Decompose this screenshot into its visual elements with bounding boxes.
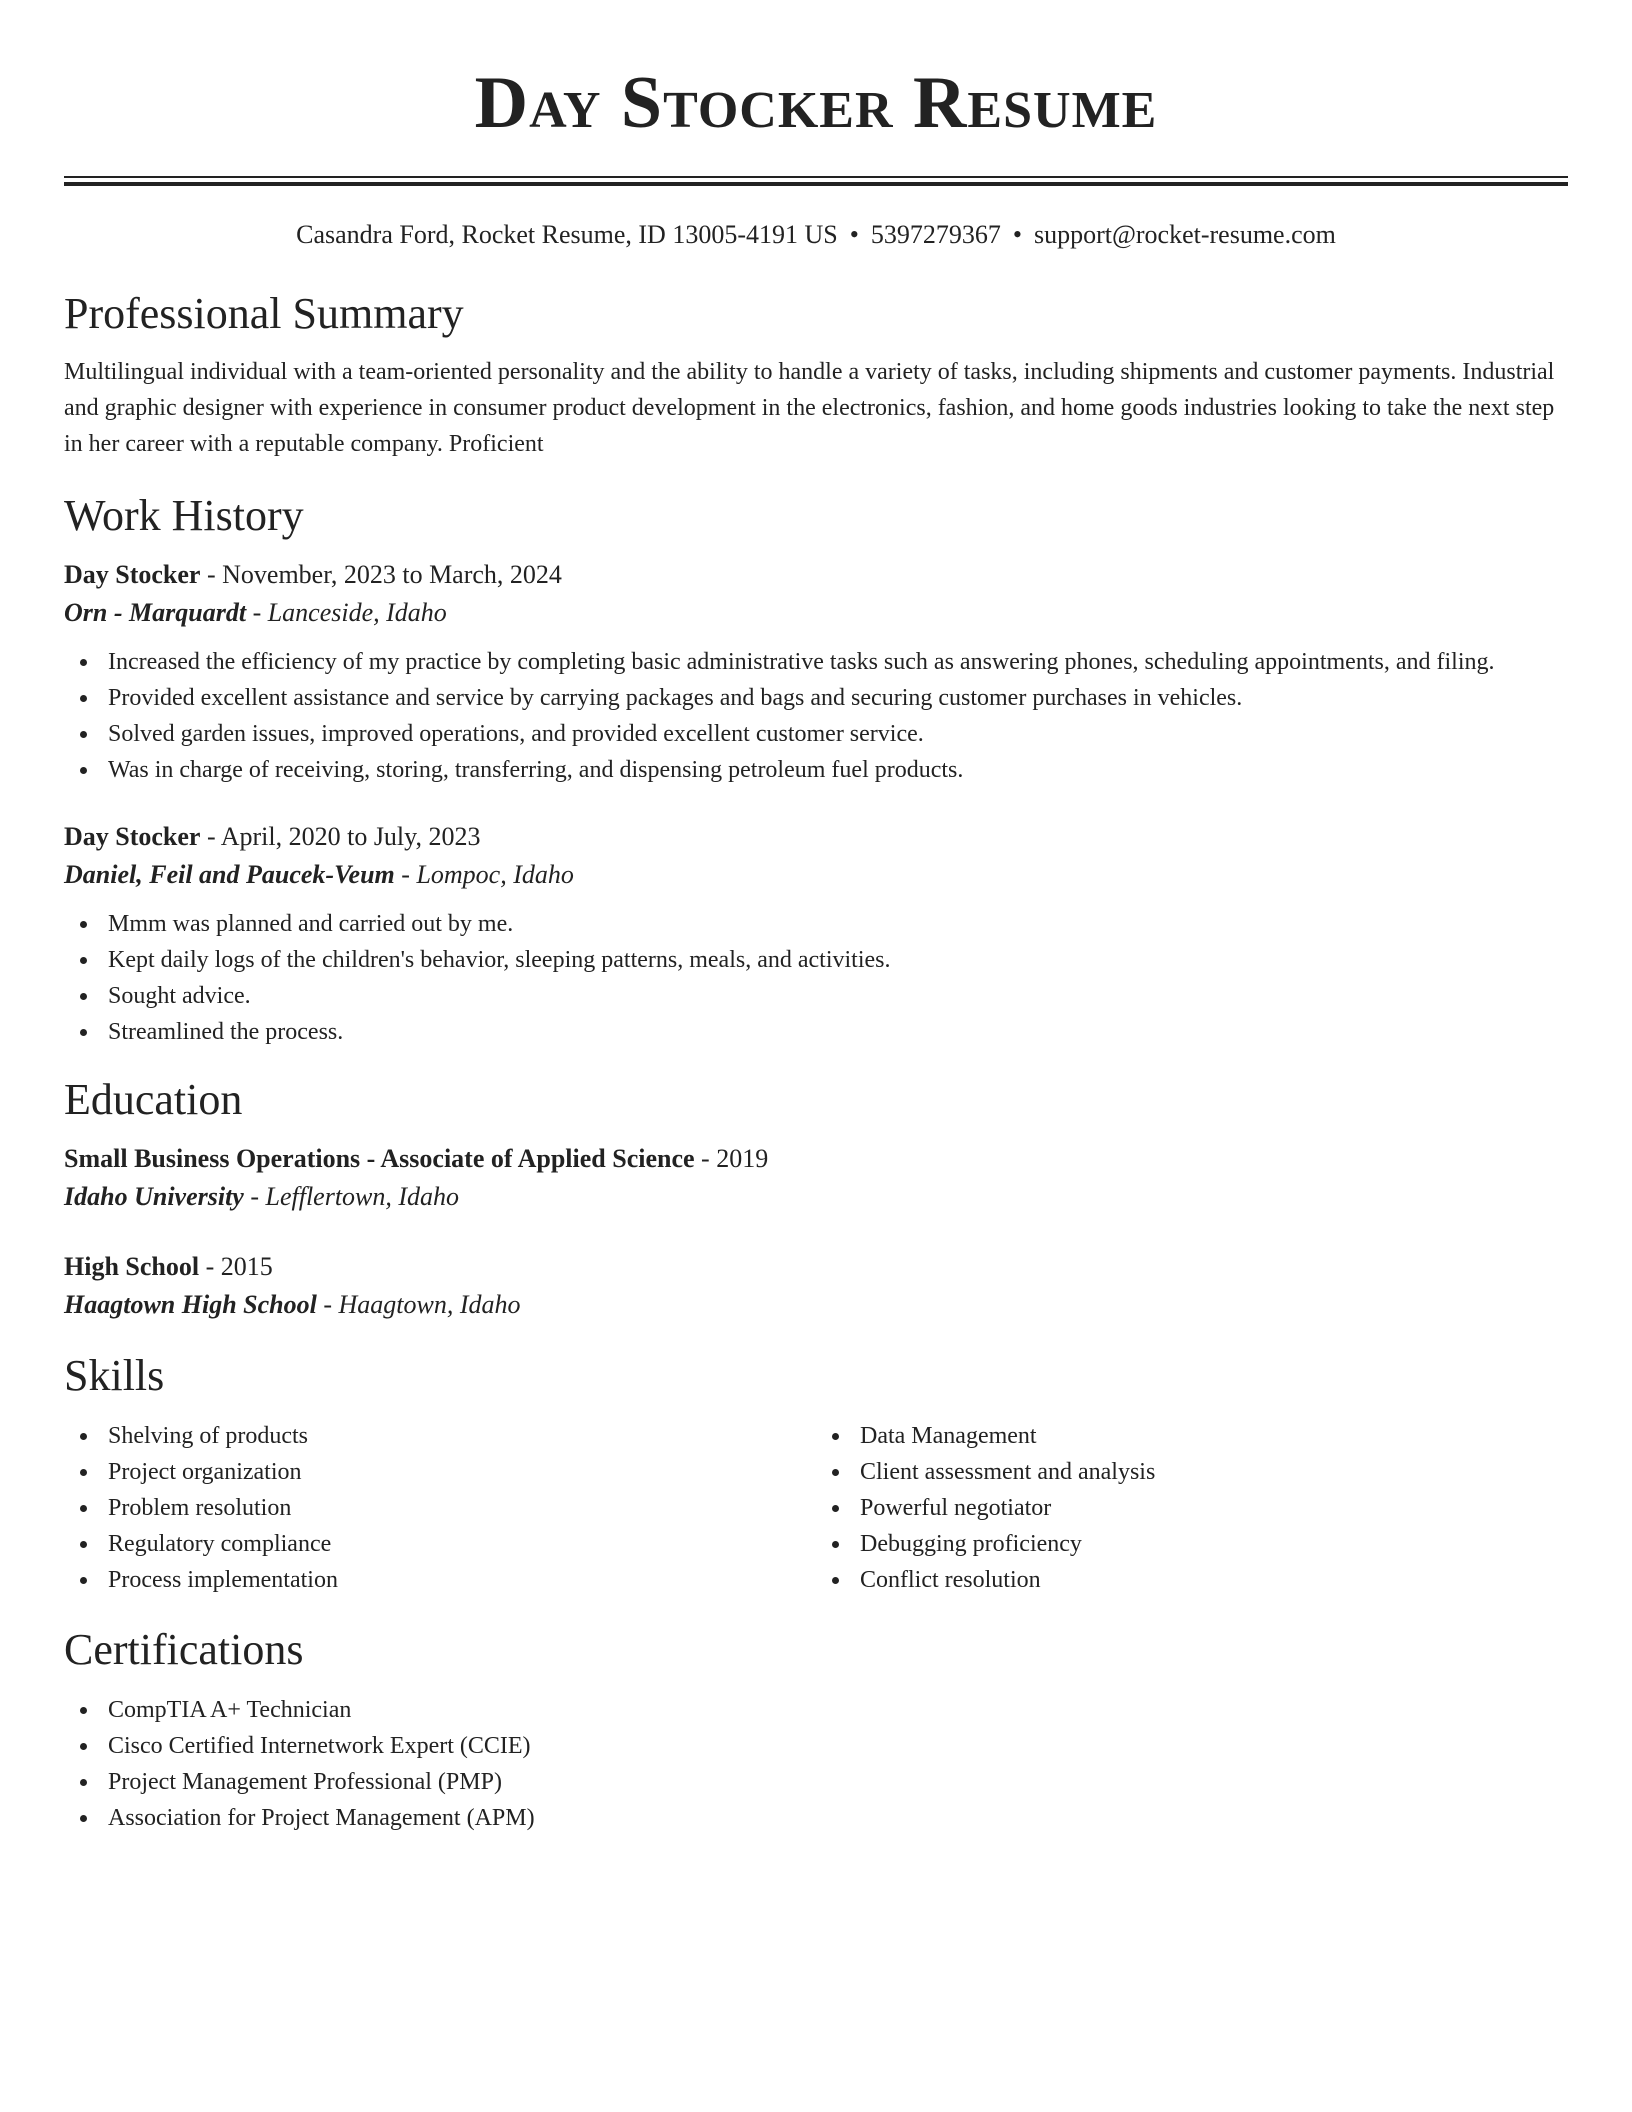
job-entry: [64, 556, 1568, 788]
school-location: - Lefflertown, Idaho: [243, 1182, 460, 1211]
contact-email: support@rocket-resume.com: [1033, 220, 1336, 249]
skill-item: Shelving of products: [64, 1418, 816, 1454]
list-item: Streamlined the process.: [64, 1014, 1568, 1050]
skills-grid: [64, 1418, 1568, 1598]
job-dates: - April, 2020 to July, 2023: [200, 822, 481, 851]
school-line: [64, 1178, 1568, 1216]
degree-line: [64, 1248, 1568, 1286]
job-location: - Lompoc, Idaho: [394, 860, 574, 889]
title-divider: [64, 176, 1568, 186]
school-line: [64, 1286, 1568, 1324]
degree: High School: [64, 1252, 200, 1281]
graduation-year: - 2019: [694, 1144, 769, 1173]
skill-item: Problem resolution: [64, 1490, 816, 1526]
skill-item: Regulatory compliance: [64, 1526, 816, 1562]
skills-heading: Skills: [64, 1351, 165, 1400]
contact-phone: 5397279367: [870, 220, 1001, 249]
education-heading: Education: [64, 1075, 243, 1124]
contact-separator: •: [849, 220, 859, 249]
contact-line: [64, 218, 1568, 252]
skills-column-left: [64, 1418, 816, 1598]
resume-title: Day Stocker Resume: [474, 62, 1158, 144]
list-item: Mmm was planned and carried out by me.: [64, 906, 1568, 942]
education-entry: [64, 1140, 1568, 1216]
job-company-line: [64, 856, 1568, 894]
contact-address: Casandra Ford, Rocket Resume, ID 13005-4191 US: [296, 220, 838, 249]
skill-item: Client assessment and analysis: [816, 1454, 1568, 1490]
summary-heading: Professional Summary: [64, 289, 464, 338]
job-title: Day Stocker: [64, 560, 201, 589]
job-bullets: [64, 644, 1568, 788]
skill-item: Powerful negotiator: [816, 1490, 1568, 1526]
certification-item: Association for Project Management (APM): [64, 1800, 1568, 1836]
summary-text: Multilingual individual with a team-oriented personality and the ability to handle a variety of tasks, including shipments and customer payments. Industrial and graphic designer with experience in consumer product development in the electronics, fashion, and home goods industries looking to take the next step in her career with a reputable company. Proficient: [64, 359, 1555, 457]
graduation-year: - 2015: [199, 1252, 273, 1281]
job-entry: [64, 818, 1568, 1050]
school-location: - Haagtown, Idaho: [316, 1290, 521, 1319]
job-title: Day Stocker: [64, 822, 201, 851]
skill-item: Debugging proficiency: [816, 1526, 1568, 1562]
job-company: Daniel, Feil and Paucek-Veum: [64, 860, 395, 889]
skill-item: Project organization: [64, 1454, 816, 1490]
list-item: Increased the efficiency of my practice by completing basic administrative tasks such as answering phones, scheduling appointments, and filing.: [64, 644, 1568, 680]
list-item: Kept daily logs of the children's behavior, sleeping patterns, meals, and activities.: [64, 942, 1568, 978]
work-history-heading: Work History: [64, 491, 304, 540]
school-name: Idaho University: [64, 1182, 244, 1211]
skill-item: Conflict resolution: [816, 1562, 1568, 1598]
skill-item: Process implementation: [64, 1562, 816, 1598]
list-item: Solved garden issues, improved operations, and provided excellent customer service.: [64, 716, 1568, 752]
job-location: - Lanceside, Idaho: [246, 598, 447, 627]
job-bullets: [64, 906, 1568, 1050]
certification-item: Project Management Professional (PMP): [64, 1764, 1568, 1800]
job-title-line: [64, 556, 1568, 594]
degree: Small Business Operations - Associate of Applied Science: [64, 1144, 695, 1173]
job-company-line: [64, 594, 1568, 632]
job-company: Orn - Marquardt: [64, 598, 247, 627]
certifications-heading: Certifications: [64, 1625, 304, 1674]
job-dates: - November, 2023 to March, 2024: [200, 560, 562, 589]
skills-column-right: [816, 1418, 1568, 1598]
degree-line: [64, 1140, 1568, 1178]
list-item: Provided excellent assistance and service by carrying packages and bags and securing customer purchases in vehicles.: [64, 680, 1568, 716]
job-title-line: [64, 818, 1568, 856]
list-item: Sought advice.: [64, 978, 1568, 1014]
education-entry: [64, 1248, 1568, 1324]
certification-item: CompTIA A+ Technician: [64, 1692, 1568, 1728]
school-name: Haagtown High School: [64, 1290, 317, 1319]
skill-item: Data Management: [816, 1418, 1568, 1454]
contact-separator: •: [1012, 220, 1022, 249]
certification-item: Cisco Certified Internetwork Expert (CCIE): [64, 1728, 1568, 1764]
list-item: Was in charge of receiving, storing, transferring, and dispensing petroleum fuel products.: [64, 752, 1568, 788]
certifications-list: [64, 1692, 1568, 1836]
